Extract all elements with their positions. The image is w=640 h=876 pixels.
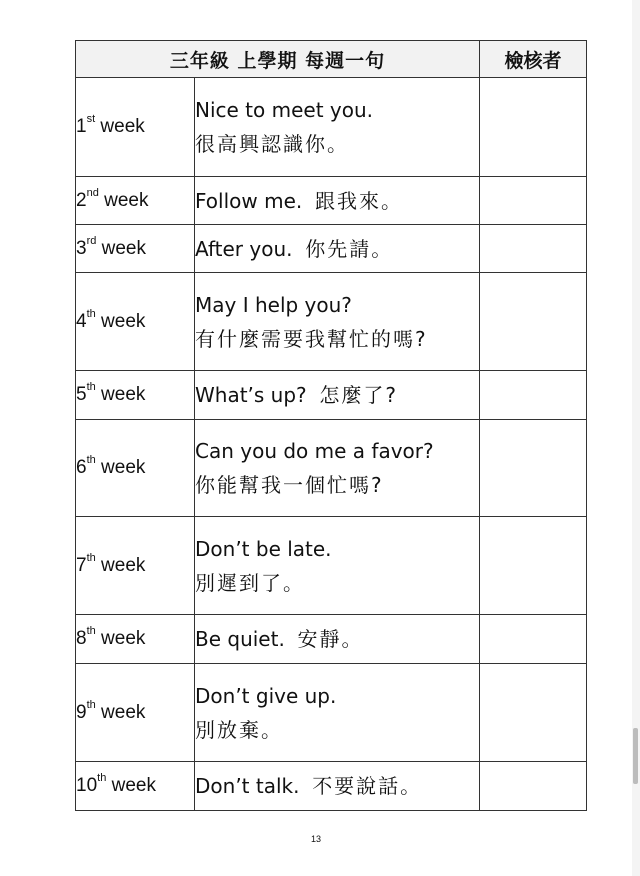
- table-row: [76, 615, 587, 664]
- week-label: 1st week: [76, 78, 195, 177]
- chinese-sentence: 有什麼需要我幫忙的嗎?: [195, 326, 428, 351]
- table-row: [76, 78, 587, 177]
- week-label: 7th week: [76, 517, 195, 615]
- checker-cell[interactable]: [480, 273, 587, 371]
- week-label: 8th week: [76, 615, 195, 664]
- week-label: 9th week: [76, 664, 195, 762]
- table-row: [76, 762, 587, 811]
- english-sentence: Don’t talk.: [195, 774, 300, 798]
- checker-cell[interactable]: [480, 420, 587, 517]
- chinese-sentence: 很高興認識你。: [195, 132, 349, 156]
- english-sentence: After you.: [195, 236, 293, 261]
- chinese-sentence: 別放棄。: [195, 717, 283, 742]
- english-sentence: May I help you?: [195, 292, 352, 317]
- week-label: 6th week: [76, 420, 195, 517]
- table-row: [76, 517, 587, 615]
- table-row: [76, 225, 587, 273]
- phrase-cell: [195, 177, 480, 225]
- week-label: 4th week: [76, 273, 195, 371]
- checker-cell[interactable]: [480, 371, 587, 420]
- english-sentence: Can you do me a favor?: [195, 439, 434, 463]
- phrase-cell: [195, 225, 480, 273]
- week-label: 5th week: [76, 371, 195, 420]
- english-sentence: Follow me.: [195, 188, 303, 213]
- english-sentence: Nice to meet you.: [195, 98, 374, 122]
- checker-cell[interactable]: [480, 517, 587, 615]
- phrase-cell: [195, 762, 480, 811]
- chinese-sentence: 跟我來。: [314, 188, 403, 213]
- phrase-cell: [195, 78, 480, 177]
- week-label: 2nd week: [76, 177, 195, 225]
- phrase-cell: [195, 664, 480, 762]
- chinese-sentence: 別遲到了。: [195, 570, 305, 595]
- chinese-sentence: 安靜。: [297, 627, 364, 651]
- week-label: 10th week: [76, 762, 195, 811]
- table-row: [76, 177, 587, 225]
- checker-cell[interactable]: [480, 762, 587, 811]
- table-row: [76, 664, 587, 762]
- table-row: [76, 420, 587, 517]
- scrollbar-thumb[interactable]: [633, 728, 638, 784]
- phrase-cell: [195, 517, 480, 615]
- phrase-cell: [195, 273, 480, 371]
- phrase-cell: [195, 371, 480, 420]
- checker-cell[interactable]: [480, 177, 587, 225]
- english-sentence: What’s up?: [195, 383, 307, 407]
- table-header-row: [76, 41, 587, 78]
- phrase-cell: [195, 420, 480, 517]
- checker-header: 檢核者: [480, 41, 587, 78]
- checker-cell[interactable]: [480, 615, 587, 664]
- checker-cell[interactable]: [480, 664, 587, 762]
- checker-cell[interactable]: [480, 78, 587, 177]
- table-title: 三年級 上學期 每週一句: [76, 41, 480, 78]
- chinese-sentence: 不要說話。: [312, 774, 423, 798]
- english-sentence: Be quiet.: [195, 627, 285, 651]
- table-row: [76, 371, 587, 420]
- english-sentence: Don’t be late.: [195, 536, 332, 561]
- weekly-sentence-table: [75, 40, 587, 811]
- page-number: 13: [310, 834, 321, 844]
- chinese-sentence: 你能幫我一個忙嗎?: [195, 473, 384, 497]
- table-row: [76, 273, 587, 371]
- chinese-sentence: 怎麼了?: [319, 383, 399, 407]
- checker-cell[interactable]: [480, 225, 587, 273]
- chinese-sentence: 你先請。: [305, 236, 394, 261]
- week-label: 3rd week: [76, 225, 195, 273]
- phrase-cell: [195, 615, 480, 664]
- english-sentence: Don’t give up.: [195, 683, 337, 708]
